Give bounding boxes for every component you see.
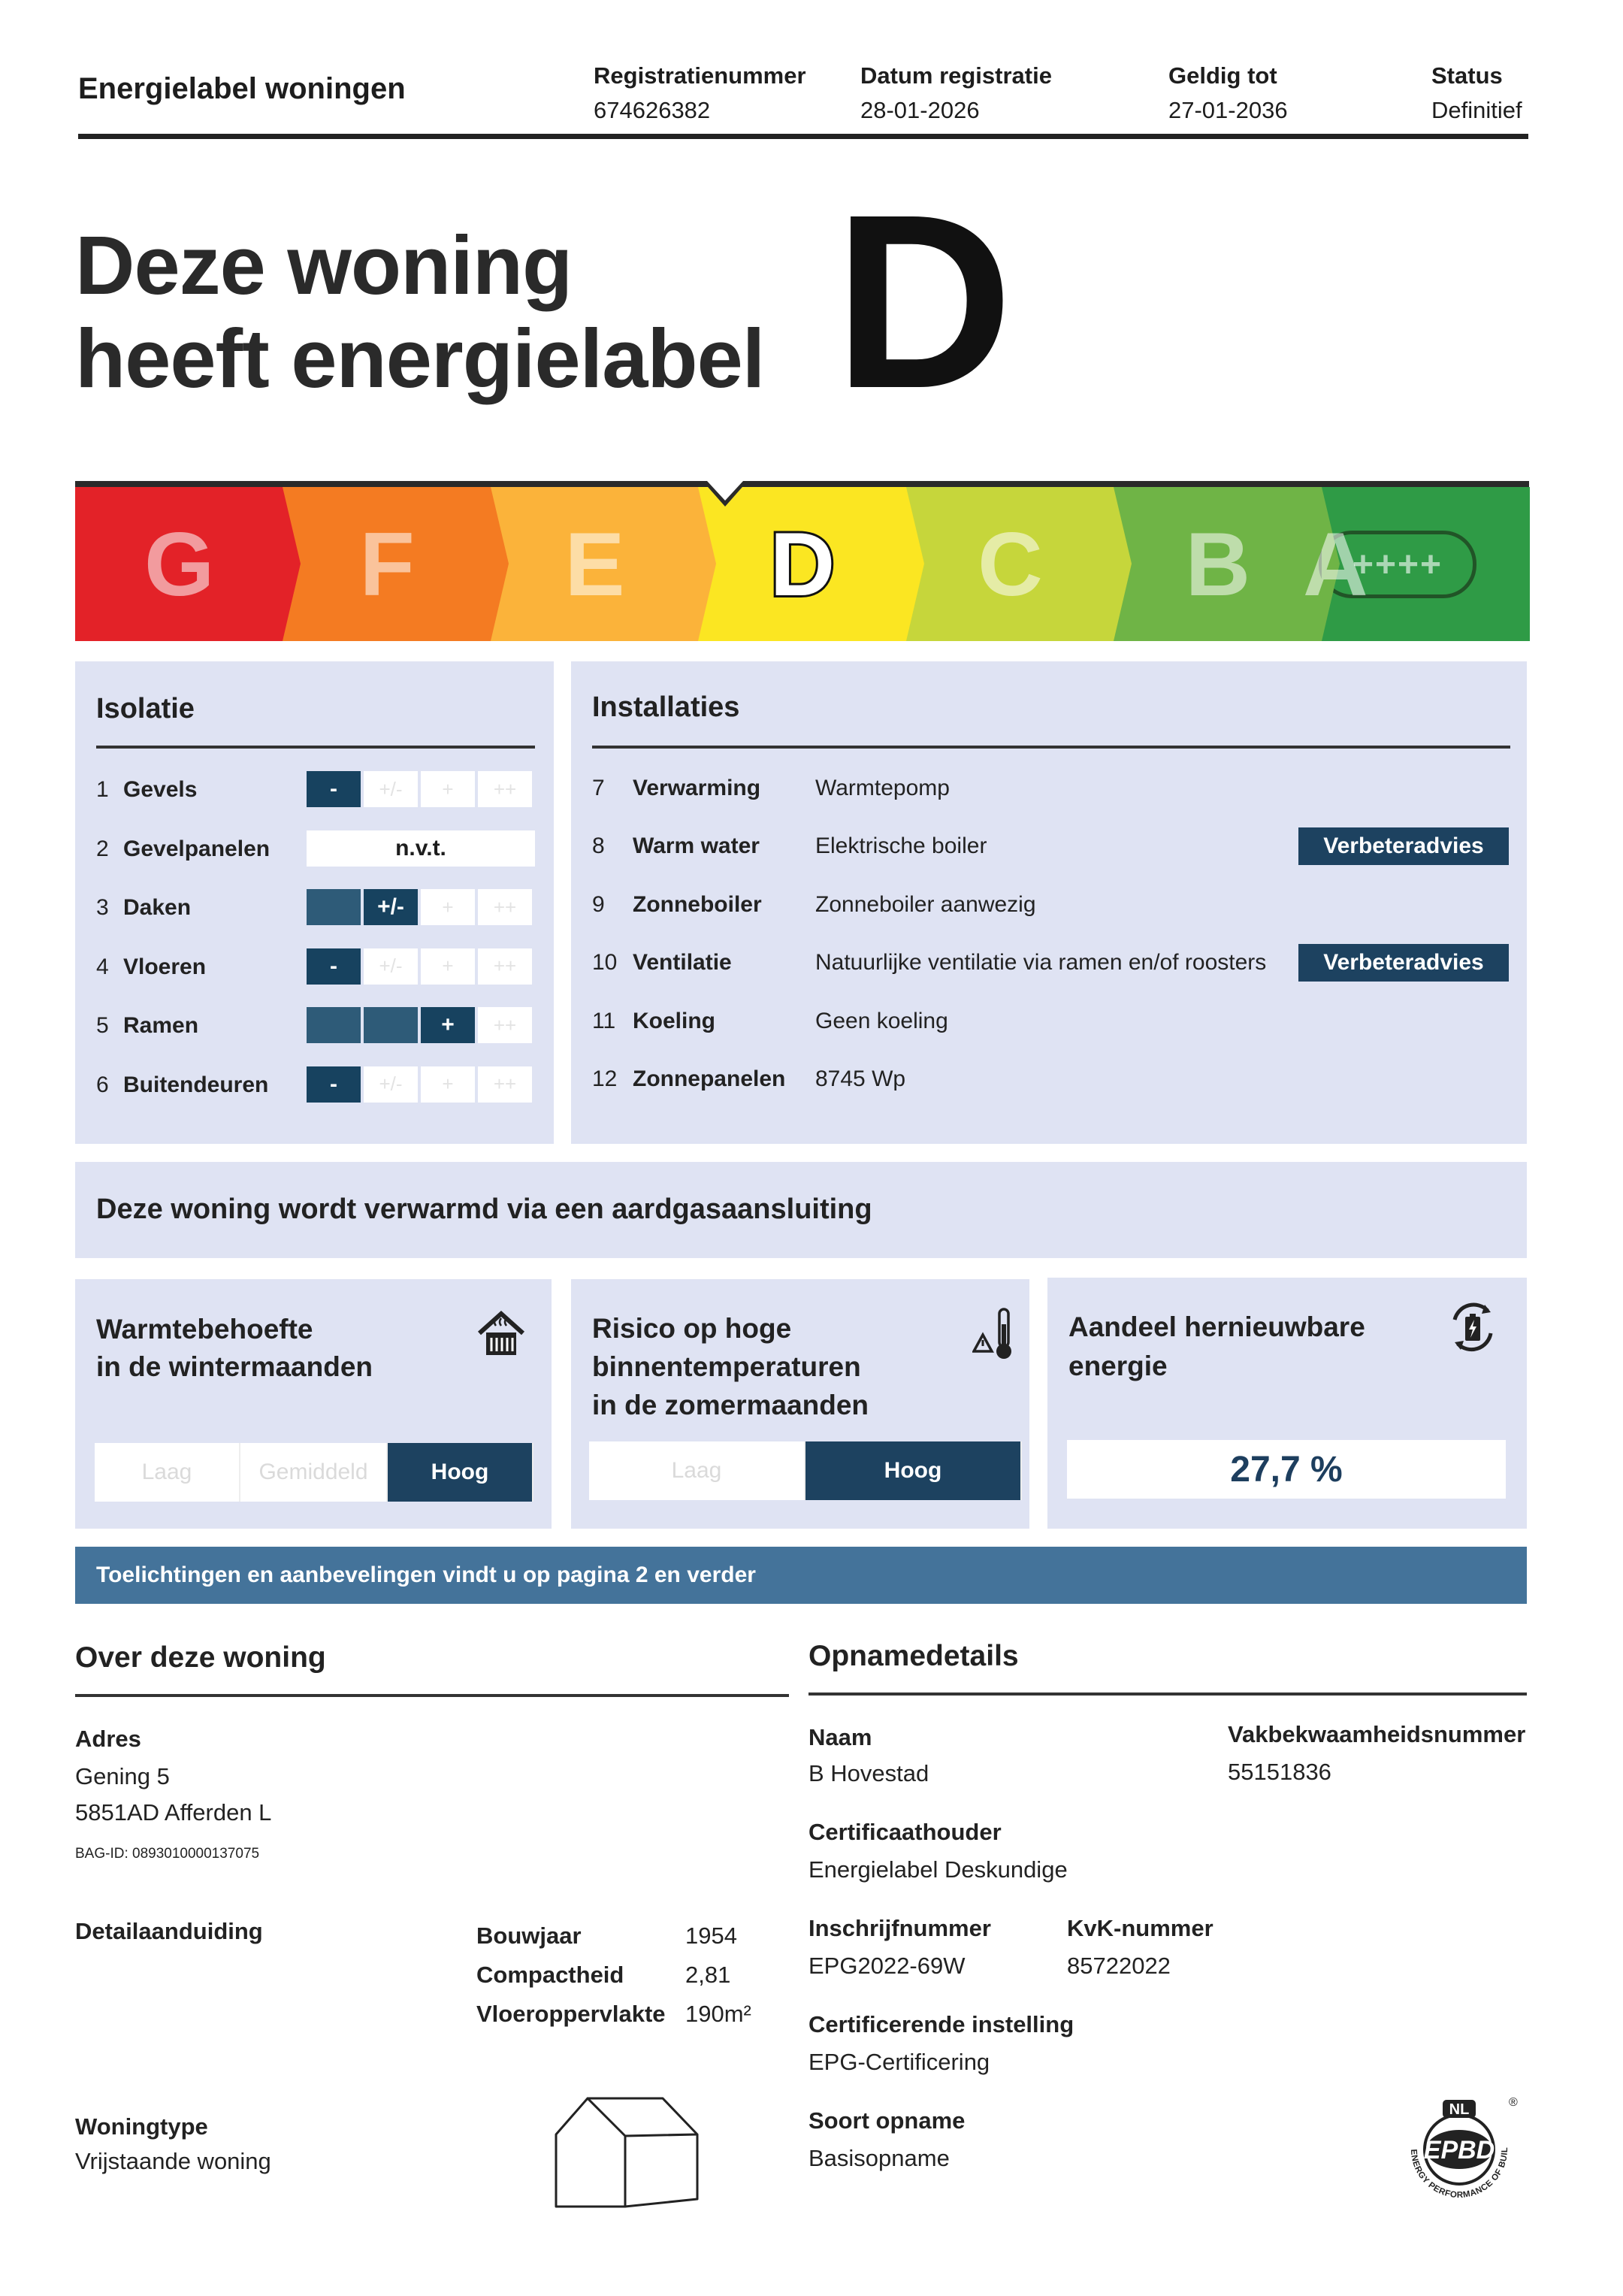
isolatie-title: Isolatie (96, 693, 195, 724)
kvk-label: KvK-nummer (1067, 1915, 1213, 1941)
risico-title-line2: binnentemperaturen (592, 1351, 861, 1382)
isolatie-row (96, 889, 539, 928)
installatie-row-number: 11 (592, 1008, 616, 1033)
vloeroppervlakte-label: Vloeroppervlakte (476, 2001, 666, 2027)
isolatie-rating (307, 1066, 532, 1103)
installatie-row-label: Zonnepanelen (633, 1066, 786, 1091)
woning-kenmerken-labels (476, 1916, 666, 2034)
scale-chevron (283, 487, 301, 641)
bag-id: BAG-ID: 0893010000137075 (75, 1846, 260, 1862)
installatie-row-value: Elektrische boiler (815, 833, 987, 859)
svg-text:®: ® (1509, 2096, 1518, 2109)
hernieuwbaar-value: 27,7 % (1067, 1440, 1506, 1499)
certificaathouder-value: Energielabel Deskundige (808, 1856, 1068, 1883)
adres-line2: 5851AD Afferden L (75, 1799, 272, 1826)
geldig-tot-value: 27-01-2036 (1168, 97, 1288, 123)
scale-class-b (1114, 487, 1322, 641)
rating-cell: + (421, 771, 475, 807)
rating-cell: ++ (478, 1066, 532, 1103)
risico-scale (589, 1441, 1022, 1500)
opname-underline (808, 1693, 1527, 1696)
rating-cell: + (421, 889, 475, 925)
risico-option: Laag (589, 1441, 805, 1500)
rating-cell (364, 1007, 418, 1043)
house-heating-icon (475, 1308, 527, 1360)
compactheid-label: Compactheid (476, 1962, 624, 1988)
headline-line2: heeft energielabel (75, 313, 765, 405)
warmte-option: Gemiddeld (240, 1443, 388, 1502)
woningtype-label: Woningtype (75, 2113, 208, 2140)
scale-class-letter: E (564, 513, 625, 615)
installatie-row (592, 827, 1512, 867)
document-type: Energielabel woningen (78, 72, 406, 105)
registratienummer-value: 674626382 (594, 97, 711, 123)
gas-banner-text: Deze woning wordt verwarmd via een aardgasaansluiting (96, 1193, 872, 1225)
installatie-row-value: Zonneboiler aanwezig (815, 891, 1036, 917)
scale-top-rule (75, 481, 1529, 487)
installatie-row (592, 944, 1512, 983)
isolatie-row-number: 5 (96, 1013, 109, 1038)
warmtebehoefte-title (96, 1311, 373, 1386)
woning-underline (75, 1694, 789, 1697)
naam-label: Naam (808, 1724, 872, 1750)
installatie-row-value: Geen koeling (815, 1008, 948, 1033)
scale-class-letter: B (1185, 513, 1251, 615)
installatie-row-label: Ventilatie (633, 950, 732, 976)
opname-title: Opnamedetails (808, 1640, 1019, 1672)
isolatie-row-number: 2 (96, 836, 109, 861)
isolatie-row (96, 830, 539, 870)
certificerende-instelling-label: Certificerende instelling (808, 2011, 1074, 2037)
verbeteradvies-button[interactable]: Verbeteradvies (1298, 827, 1509, 865)
epbd-ring-text: ENERGY PERFORMANCE OF BUIL (1408, 2146, 1510, 2201)
soort-opname-label: Soort opname (808, 2107, 966, 2134)
scale-class-letter: G (144, 513, 215, 615)
headline-line1: Deze woning (75, 219, 573, 312)
detailaanduiding-label: Detailaanduiding (75, 1918, 263, 1944)
risico-title-line3: in de zomermaanden (592, 1390, 869, 1420)
installatie-row-label: Koeling (633, 1008, 715, 1033)
installatie-row-value: Warmtepomp (815, 776, 950, 800)
rating-cell: ++ (478, 948, 532, 985)
header-divider (78, 134, 1528, 139)
isolatie-row-label: Buitendeuren (123, 1072, 269, 1097)
isolatie-rating (307, 771, 532, 807)
registratienummer-block (594, 59, 806, 128)
isolatie-row-label: Gevels (123, 777, 198, 802)
hernieuwbaar-title (1068, 1308, 1365, 1386)
rating-cell: - (307, 771, 361, 807)
bouwjaar-label: Bouwjaar (476, 1922, 582, 1949)
rating-cell (307, 889, 361, 925)
installatie-row (592, 886, 1512, 925)
installatie-row-number: 8 (592, 833, 605, 859)
bouwjaar-value: 1954 (685, 1922, 737, 1949)
scale-class-g (75, 487, 283, 641)
geldig-tot-block (1168, 59, 1288, 128)
installatie-row-label: Warm water (633, 833, 760, 859)
naam-value: B Hovestad (808, 1760, 929, 1786)
rating-cell: + (421, 1066, 475, 1103)
thermometer-warning-icon (972, 1305, 1017, 1362)
rating-cell: +/- (364, 771, 418, 807)
woning-kenmerken-values (685, 1916, 751, 2034)
headline (75, 219, 764, 406)
woning-title: Over deze woning (75, 1641, 326, 1674)
energy-scale (75, 487, 1529, 641)
adres-label: Adres (75, 1726, 141, 1752)
installaties-title: Installaties (592, 691, 740, 723)
rating-cell: ++ (478, 771, 532, 807)
isolatie-row (96, 1007, 539, 1046)
installaties-underline (592, 746, 1510, 749)
installatie-row (592, 1003, 1512, 1042)
rating-cell: - (307, 1066, 361, 1103)
risico-title (592, 1309, 869, 1424)
isolatie-row-label: Daken (123, 895, 192, 920)
inschrijfnummer-label: Inschrijfnummer (808, 1915, 991, 1941)
installatie-row-number: 9 (592, 891, 605, 917)
datum-registratie-block (860, 59, 1052, 128)
rating-cell: ++ (478, 1007, 532, 1043)
installatie-row (592, 770, 1512, 809)
hernieuwbaar-title-line1: Aandeel hernieuwbare (1068, 1311, 1365, 1342)
rating-cell (307, 1007, 361, 1043)
scale-class-e (491, 487, 699, 641)
certificaathouder-label: Certificaathouder (808, 1819, 1002, 1845)
epbd-center-text: EPBD (1423, 2136, 1495, 2164)
scale-class-f (283, 487, 491, 641)
isolatie-rating (307, 1007, 532, 1043)
warmtebehoefte-title-line1: Warmtebehoefte (96, 1314, 313, 1345)
isolatie-nvt: n.v.t. (307, 830, 535, 867)
installatie-row-number: 7 (592, 776, 605, 800)
adres-value (75, 1759, 271, 1831)
epbd-nl-text: NL (1449, 2101, 1470, 2118)
warmte-option: Laag (95, 1443, 240, 1502)
warmtebehoefte-scale (95, 1443, 533, 1502)
toelichting-banner: Toelichtingen en aanbevelingen vindt u op pagina 2 en verder (75, 1547, 1527, 1604)
epbd-logo (1392, 2083, 1527, 2219)
scale-class-d (698, 487, 906, 641)
adres-line1: Gening 5 (75, 1763, 170, 1789)
scale-chevron (906, 487, 924, 641)
detached-house-icon (550, 2089, 700, 2210)
isolatie-row-number: 6 (96, 1072, 109, 1097)
rating-cell: ++ (478, 889, 532, 925)
scale-class-c (906, 487, 1114, 641)
soort-opname-value: Basisopname (808, 2145, 950, 2171)
isolatie-row-label: Gevelpanelen (123, 836, 270, 861)
compactheid-value: 2,81 (685, 1962, 731, 1988)
energy-label-letter: D (834, 162, 1014, 440)
rating-cell: - (307, 948, 361, 985)
inschrijfnummer-value: EPG2022-69W (808, 1953, 966, 1979)
isolatie-row (96, 948, 539, 988)
installatie-row-number: 12 (592, 1066, 618, 1091)
status-label: Status (1431, 62, 1503, 89)
rating-cell: +/- (364, 889, 418, 925)
rating-cell: + (421, 948, 475, 985)
woningtype-value: Vrijstaande woning (75, 2148, 271, 2174)
hernieuwbaar-title-line2: energie (1068, 1351, 1168, 1381)
datum-registratie-label: Datum registratie (860, 62, 1052, 89)
warmte-option: Hoog (388, 1443, 533, 1502)
installatie-row-number: 10 (592, 950, 618, 976)
isolatie-row-label: Vloeren (123, 954, 207, 979)
isolatie-row (96, 771, 539, 810)
kvk-value: 85722022 (1067, 1953, 1171, 1979)
scale-class-letter: D (769, 513, 836, 615)
installatie-row-label: Zonneboiler (633, 891, 762, 917)
installatie-row-value: 8745 Wp (815, 1066, 906, 1091)
scale-chevron (698, 487, 716, 641)
certificerende-instelling-value: EPG-Certificering (808, 2049, 990, 2075)
rating-cell: +/- (364, 948, 418, 985)
isolatie-row-number: 4 (96, 954, 109, 979)
isolatie-row-label: Ramen (123, 1013, 199, 1038)
scale-chevron (1114, 487, 1132, 641)
installatie-row (592, 1060, 1512, 1100)
vakbekwaamheidsnummer-value: 55151836 (1228, 1759, 1331, 1785)
scale-class-letter: C (978, 513, 1043, 615)
isolatie-row (96, 1066, 539, 1106)
isolatie-row-number: 1 (96, 777, 109, 802)
renewable-battery-icon (1443, 1297, 1503, 1357)
warmtebehoefte-title-line2: in de wintermaanden (96, 1351, 373, 1382)
scale-class-letter: A (1302, 513, 1368, 615)
scale-chevron (491, 487, 509, 641)
vakbekwaamheidsnummer-label: Vakbekwaamheidsnummer (1228, 1721, 1526, 1747)
isolatie-row-number: 3 (96, 895, 109, 920)
scale-class-letter: F (359, 513, 415, 615)
a-plus-pill: ++++ (1319, 531, 1476, 598)
installatie-row-label: Verwarming (633, 776, 761, 800)
geldig-tot-label: Geldig tot (1168, 62, 1277, 89)
datum-registratie-value: 28-01-2026 (860, 97, 980, 123)
isolatie-rating (307, 948, 532, 985)
rating-cell: +/- (364, 1066, 418, 1103)
status-value: Definitief (1431, 97, 1522, 123)
status-block (1431, 59, 1522, 128)
verbeteradvies-button[interactable]: Verbeteradvies (1298, 944, 1509, 982)
isolatie-rating (307, 889, 532, 925)
isolatie-underline (96, 746, 535, 749)
installatie-row-value: Natuurlijke ventilatie via ramen en/of roosters (815, 950, 1267, 976)
risico-option: Hoog (805, 1441, 1022, 1500)
rating-cell: + (421, 1007, 475, 1043)
risico-title-line1: Risico op hoge (592, 1313, 792, 1344)
vloeroppervlakte-value: 190m² (685, 2001, 751, 2027)
registratienummer-label: Registratienummer (594, 62, 806, 89)
